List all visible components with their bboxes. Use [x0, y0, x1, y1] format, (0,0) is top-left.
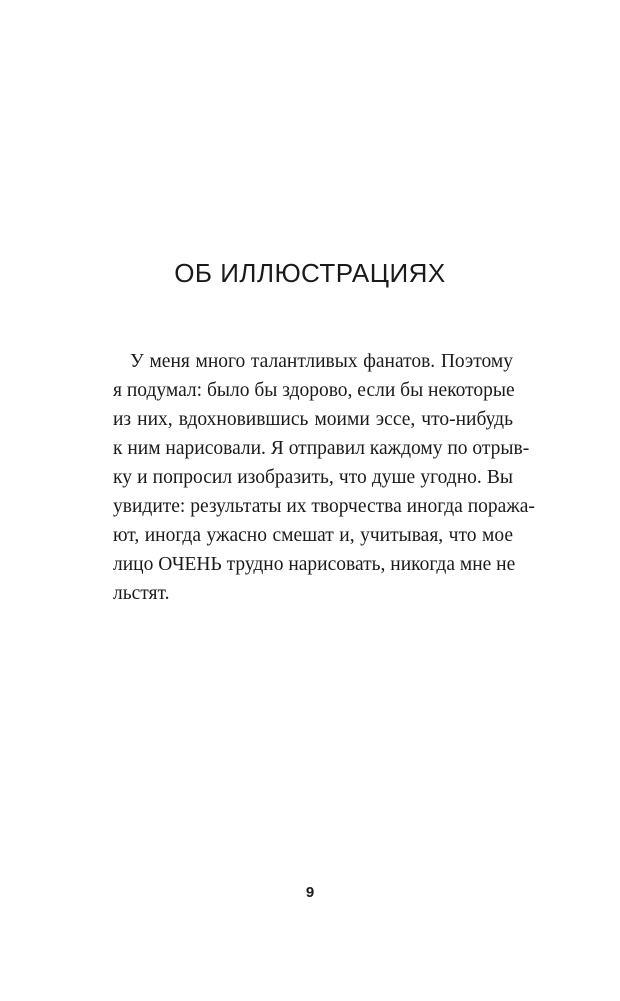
paragraph-line: увидите: результаты их творчества иногда поража-: [113, 496, 535, 517]
paragraph-line: льстят.: [113, 583, 170, 604]
paragraph-line: из них, вдохновившись моими эссе, что-нибудь: [113, 409, 513, 430]
chapter-title: ОБ ИЛЛЮСТРАЦИЯХ: [174, 258, 446, 288]
paragraph-line: У меня много талантливых фанатов. Поэтому: [130, 351, 513, 372]
paragraph-line: ку и попросил изобразить, что душе угодно. Вы: [113, 467, 513, 488]
paragraph-line: к ним нарисовали. Я отправил каждому по отрыв-: [113, 438, 530, 459]
body-paragraph: [113, 347, 535, 608]
paragraph-line: ют, иногда ужасно смешат и, учитывая, что мое: [113, 525, 513, 546]
paragraph-line: я подумал: было бы здорово, если бы некоторые: [113, 380, 515, 401]
page-number: 9: [305, 884, 315, 901]
paragraph-line: лицо ОЧЕНЬ трудно нарисовать, никогда мне не: [113, 554, 516, 575]
